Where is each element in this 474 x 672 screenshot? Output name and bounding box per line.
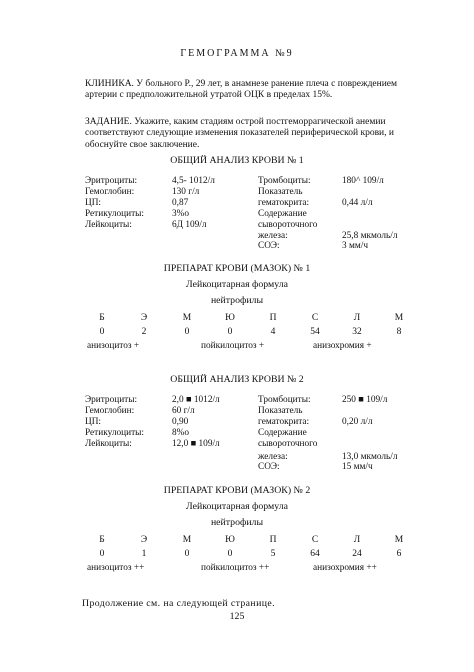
smear-2-header-s: С: [311, 535, 319, 545]
a1-iron-label-3: железа:: [258, 231, 288, 241]
a1-rbc-label: Эритроциты:: [85, 176, 138, 186]
smear-2-header-row: [0, 535, 474, 549]
clinic-paragraph: КЛИНИКА. У больного Р., 29 лет, в анамнезе ранение плеча с повреждением артерии с предположительной утратой ОЦК в пределах 15%.: [85, 79, 398, 101]
smear-2-header-e: Э: [140, 535, 148, 545]
smear-2-subtitle: Лейкоцитарная формула: [186, 501, 288, 512]
a2-iron-value: 13,0 мкмоль/л: [342, 452, 398, 462]
a2-plt-value: 250 ■ 109/л: [342, 395, 388, 405]
a1-wbc-value: 6Д 109/л: [172, 220, 207, 230]
a1-hb-value: 130 г/л: [172, 187, 200, 197]
a1-retic-value: 3%о: [172, 209, 190, 219]
a1-wbc-label: Лейкоциты:: [85, 220, 132, 230]
smear-1-title: ПРЕПАРАТ КРОВИ (МАЗОК) № 1: [163, 263, 311, 274]
smear-2-value-e: 1: [141, 549, 147, 559]
a2-ci-label: ЦП:: [85, 417, 102, 427]
a1-hct-value: 0,44 л/л: [342, 198, 373, 208]
smear-1-value-yu: 0: [227, 327, 233, 337]
a2-esr-label: СОЭ:: [258, 462, 280, 472]
smear-2-header-m: М: [182, 535, 192, 545]
smear-1-value-mo: 8: [396, 327, 402, 337]
smear-1-header-row: [0, 313, 474, 327]
a1-esr-value: 3 мм/ч: [342, 241, 368, 251]
smear-2-value-m: 0: [184, 549, 190, 559]
smear-1-value-l: 32: [352, 327, 362, 337]
smear-1-note-anisochromia: анизохромия +: [313, 341, 372, 351]
analysis-2-title: ОБЩИЙ АНАЛИЗ КРОВИ № 2: [170, 374, 304, 385]
a2-hct-label-2: гематокрита:: [258, 417, 310, 427]
smear-1-value-p: 4: [270, 327, 276, 337]
a2-hct-label-1: Показатель: [258, 406, 303, 416]
smear-1-header-e: Э: [140, 313, 148, 323]
smear-2-header-yu: Ю: [225, 535, 235, 545]
smear-1-value-e: 2: [141, 327, 147, 337]
smear-1-subtitle: Лейкоцитарная формула: [186, 279, 288, 290]
smear-1-header-s: С: [311, 313, 319, 323]
smear-2-header-p: П: [269, 535, 277, 545]
smear-2-note-anisochromia: анизохромия ++: [313, 563, 377, 573]
smear-2-header-l: Л: [353, 535, 361, 545]
smear-1-value-s: 54: [310, 327, 320, 337]
smear-2-value-yu: 0: [227, 549, 233, 559]
a2-hb-label: Гемоглобин:: [85, 406, 135, 416]
smear-2-value-l: 24: [352, 549, 362, 559]
a1-hb-label: Гемоглобин:: [85, 187, 135, 197]
hemogram-title: ГЕМОГРАММА №9: [180, 48, 294, 59]
smear-1-note-poikilocytosis: пойкилоцитоз +: [201, 341, 265, 351]
smear-1-header-l: Л: [353, 313, 361, 323]
a2-esr-value: 15 мм/ч: [342, 462, 373, 472]
smear-2-header-mo: М: [394, 535, 404, 545]
a2-rbc-label: Эритроциты:: [85, 395, 138, 405]
a2-plt-label: Тромбоциты:: [258, 395, 311, 405]
smear-2-note-poikilocytosis: пойкилоцитоз ++: [201, 563, 270, 573]
smear-2-value-mo: 6: [396, 549, 402, 559]
smear-1-header-m: М: [182, 313, 192, 323]
a2-hb-value: 60 г/л: [172, 406, 195, 416]
a1-plt-label: Тромбоциты:: [258, 176, 311, 186]
a2-wbc-value: 12,0 ■ 109/л: [172, 439, 220, 449]
smear-1-value-row: [0, 327, 474, 341]
a2-wbc-label: Лейкоциты:: [85, 439, 132, 449]
smear-2-note-anisocytosis: анизоцитоз ++: [87, 563, 145, 573]
a1-retic-label: Ретикулоциты:: [85, 209, 144, 219]
smear-1-value-b: 0: [99, 327, 105, 337]
smear-1-header-mo: М: [394, 313, 404, 323]
continuation-note: Продолжение см. на следующей странице.: [82, 598, 275, 609]
task-paragraph: ЗАДАНИЕ. Укажите, каким стадиям острой постгеморрагической анемии соответствуют следующие изменения показателей периферической крови, и обоснуйте свое заключение.: [85, 117, 394, 150]
a2-rbc-value: 2,0 ■ 1012/л: [172, 395, 220, 405]
smear-1-value-m: 0: [184, 327, 190, 337]
a2-retic-label: Ретикулоциты:: [85, 428, 144, 438]
a2-retic-value: 8%о: [172, 428, 190, 438]
smear-2-value-s: 64: [310, 549, 320, 559]
smear-1-note-anisocytosis: анизоцитоз +: [87, 341, 140, 351]
a2-hct-value: 0,20 л/л: [342, 417, 373, 427]
a1-iron-label-1: Содержание: [258, 209, 307, 219]
a1-rbc-value: 4,5- 1012/л: [172, 176, 215, 186]
a2-iron-label-1: Содержание: [258, 428, 307, 438]
page-number: 125: [229, 611, 245, 622]
a1-hct-label-1: Показатель: [258, 187, 303, 197]
a1-esr-label: СОЭ:: [258, 241, 280, 251]
analysis-1-title: ОБЩИЙ АНАЛИЗ КРОВИ № 1: [170, 155, 304, 166]
a2-ci-value: 0,90: [172, 417, 189, 427]
smear-2-title: ПРЕПАРАТ КРОВИ (МАЗОК) № 2: [163, 485, 311, 496]
a1-iron-value: 25,8 мкмоль/л: [342, 231, 398, 241]
smear-2-value-p: 5: [270, 549, 276, 559]
smear-2-header-b: Б: [99, 535, 105, 545]
a2-iron-label-2: сывороточного: [258, 439, 318, 449]
a1-ci-label: ЦП:: [85, 198, 102, 208]
a1-iron-label-2: сывороточного: [258, 220, 318, 230]
smear-1-header-yu: Ю: [225, 313, 235, 323]
smear-2-value-b: 0: [99, 549, 105, 559]
smear-1-header-b: Б: [99, 313, 105, 323]
a1-plt-value: 180^ 109/л: [342, 176, 384, 186]
smear-1-header-p: П: [269, 313, 277, 323]
smear-2-group: нейтрофилы: [210, 517, 264, 528]
a1-ci-value: 0,87: [172, 198, 189, 208]
smear-1-group: нейтрофилы: [210, 295, 264, 306]
a2-iron-label-3: железа:: [258, 452, 288, 462]
a1-hct-label-2: гематокрита:: [258, 198, 310, 208]
smear-2-value-row: [0, 549, 474, 563]
